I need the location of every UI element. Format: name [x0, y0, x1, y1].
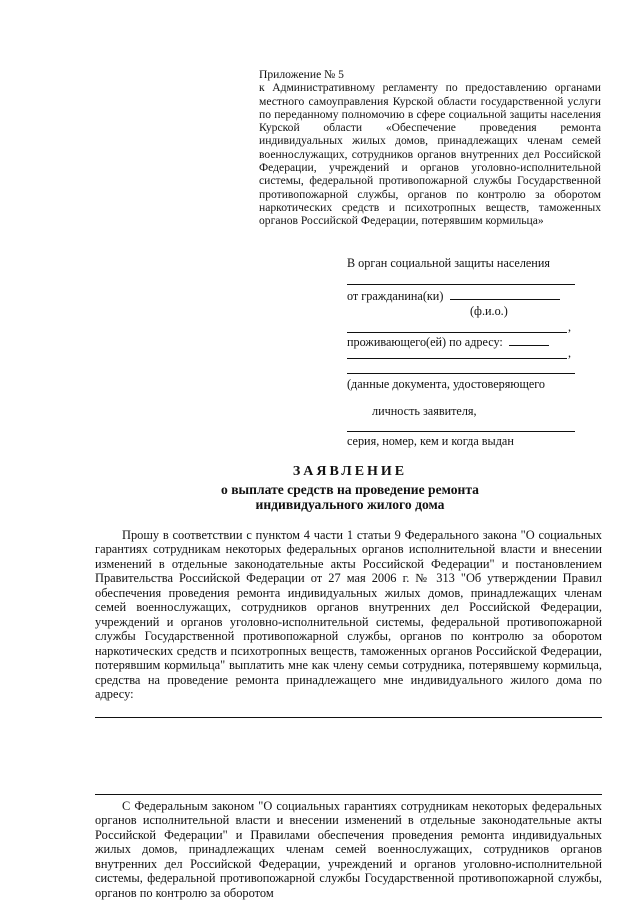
acknowledgement-paragraph: С Федеральным законом "О социальных гарантиях сотрудникам некоторых федеральных органов исполнительной власти и внесении изменений в отдельные законодательные акты Российской Федерации" и Правилами обеспечения проведения ремонта индивидуальных жилых домов, принадлежащих членам семей военнослужащих, сотрудников органов внутренних дел Российской Федерации, учреждений и органов уголовно-исполнительной системы, федеральной противопожарной службы Государственной противопожарной службы, органов по контролю за оборотом: [95, 799, 602, 900]
doc-line-field[interactable]: [347, 431, 575, 432]
request-paragraph: Прошу в соответствии с пунктом 4 части 1 статьи 9 Федерального закона "О социальных гарантиях сотрудникам некоторых федеральных органов исполнительной власти и внесении изменений в отдельные законодательные акты Российской Федерации" и постановлением Правительства Российской Федерации от 27 мая 2006 г. № 313 "Об утверждении Правил обеспечения проведения ремонта индивидуальных жилых домов, принадлежащих членам семей военнослужащих, сотрудников органов внутренних дел Российской Федерации, учреждений и органов уголовно-исполнительной системы, федеральной противопожарной службы Государственной противопожарной службы, органов по контролю за оборотом наркотических средств и психотропных веществ, таможенных органов Российской Федерации, потерявшим кормильца" выплатить мне как члену семьи сотрудника, потерявшему кормильца, средства на проведение ремонта принадлежащего мне индивидуального жилого дома по адресу:: [95, 528, 602, 701]
address-line-3[interactable]: [347, 373, 575, 374]
document-subtitle-2: индивидуального жилого дома: [255, 497, 445, 512]
property-address-line-2[interactable]: [95, 794, 602, 795]
appendix-title: Приложение № 5: [259, 68, 344, 81]
doc-line-2: личность заявителя,: [372, 404, 477, 418]
document-subtitle-1: о выплате средств на проведение ремонта: [221, 482, 479, 497]
fio-field[interactable]: [450, 288, 560, 300]
fio-hint: (ф.и.о.): [470, 304, 508, 318]
comma-2: ,: [568, 346, 572, 360]
residing-row: [347, 334, 577, 349]
property-address-line-1[interactable]: [95, 717, 602, 718]
comma-1: ,: [568, 320, 572, 334]
doc-line-3: серия, номер, кем и когда выдан: [347, 434, 514, 448]
from-row: [347, 288, 577, 303]
document-title: ЗАЯВЛЕНИЕ: [292, 464, 408, 479]
from-label: от гражданина(ки): [347, 289, 444, 303]
addressee-line: [347, 284, 575, 285]
appendix-block: [259, 68, 601, 228]
addressee-to: В орган социальной защиты населения: [347, 256, 550, 270]
appendix-text: к Административному регламенту по предоставлению органами местного самоуправления Курской области государственной услуги по переданному полномочию в сфере социальной защиты населения Курской области «Обеспечение проведения ремонта индивидуальных жилых домов, принадлежащих членам семей военнослужащих, сотрудников органов внутренних дел Российской Федерации, учреждений и органов уголовно-исполнительной системы, федеральной противопожарной службы Государственной противопожарной службы, органов по контролю за оборотом наркотических средств и психотропных веществ, таможенных органов Российской Федерации, потерявшим кормильца»: [259, 81, 601, 228]
fio-line-2[interactable]: [347, 332, 567, 333]
residing-label: проживающего(ей) по адресу:: [347, 335, 503, 349]
address-line-2[interactable]: [347, 358, 567, 359]
doc-line-1: (данные документа, удостоверяющего: [347, 377, 546, 391]
address-field[interactable]: [509, 334, 549, 346]
